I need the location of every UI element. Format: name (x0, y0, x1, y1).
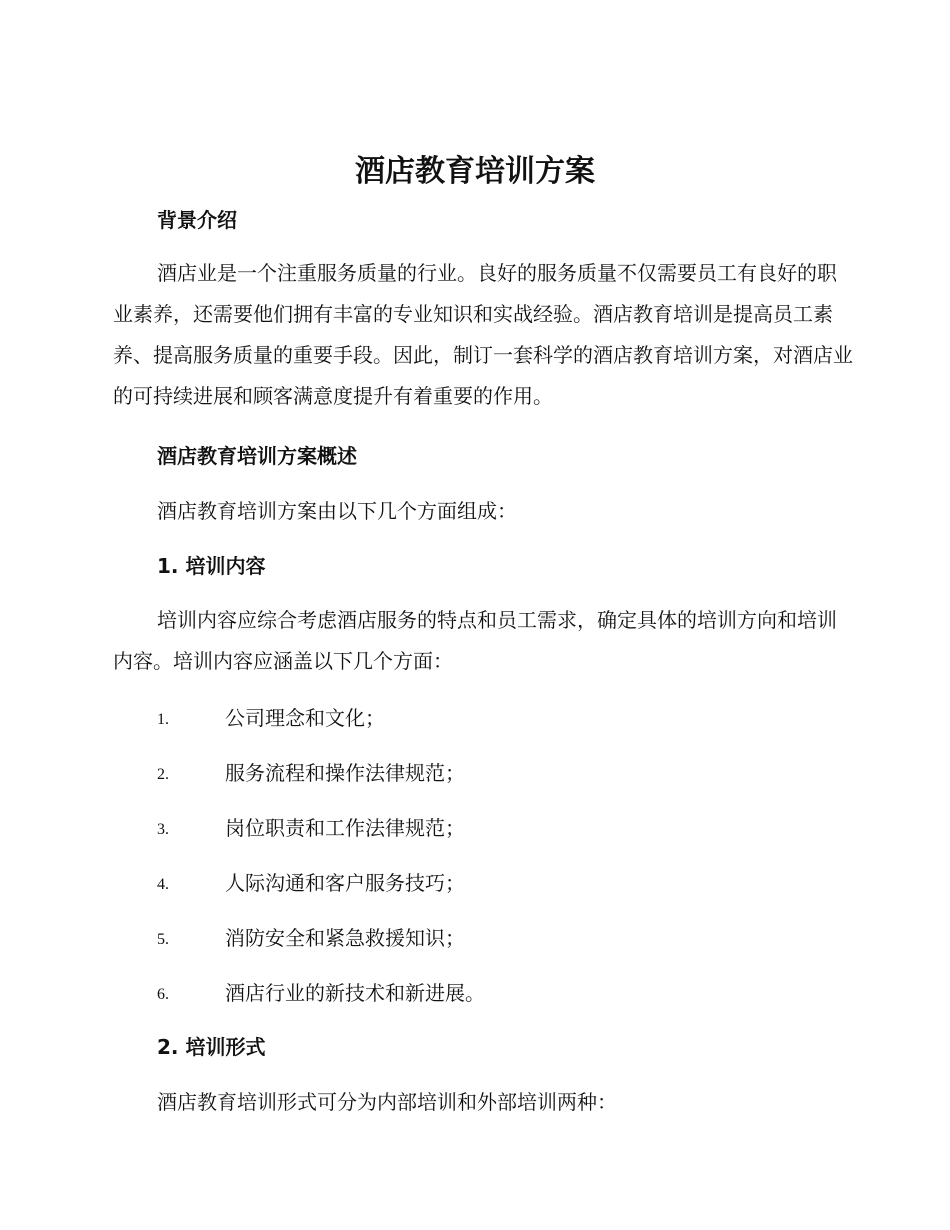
form-paragraph: 酒店教育培训形式可分为内部培训和外部培训两种： (157, 1090, 617, 1114)
background-paragraph: 酒店业是一个注重服务质量的行业。良好的服务质量不仅需要员工有良好的职业素养，还需要他们拥有丰富的专业知识和实战经验。酒店教育培训是提高员工素养、提高服务质量的重要手段。因此，制订一套科学的酒店教育培训方案，对酒店业的可持续进展和顾客满意度提升有着重要的作用。 (113, 261, 853, 408)
document-title: 酒店教育培训方案 (355, 154, 595, 189)
list-item-number: 6. (157, 986, 169, 1003)
overview-paragraph: 酒店教育培训方案由以下几个方面组成： (157, 499, 517, 523)
list-item-text: 人际沟通和客户服务技巧； (225, 871, 465, 895)
section-heading-background: 背景介绍 (157, 208, 237, 232)
list-item-number: 5. (157, 931, 169, 948)
list-item-number: 2. (157, 766, 169, 783)
list-item-text: 服务流程和操作法律规范； (225, 761, 465, 785)
list-item-text: 岗位职责和工作法律规范； (225, 816, 465, 840)
section-heading-content: 1. 培训内容 (157, 554, 266, 578)
list-item-text: 消防安全和紧急救援知识； (225, 926, 465, 950)
content-paragraph: 培训内容应综合考虑酒店服务的特点和员工需求，确定具体的培训方向和培训内容。培训内容应涵盖以下几个方面： (113, 608, 837, 673)
section-heading-form: 2. 培训形式 (157, 1035, 266, 1059)
list-item-number: 3. (157, 821, 169, 838)
list-item-number: 4. (157, 876, 169, 893)
list-item-text: 公司理念和文化； (225, 706, 385, 730)
list-item-number: 1. (157, 711, 169, 728)
section-heading-overview: 酒店教育培训方案概述 (157, 444, 357, 468)
list-item-text: 酒店行业的新技术和新进展。 (225, 981, 485, 1005)
